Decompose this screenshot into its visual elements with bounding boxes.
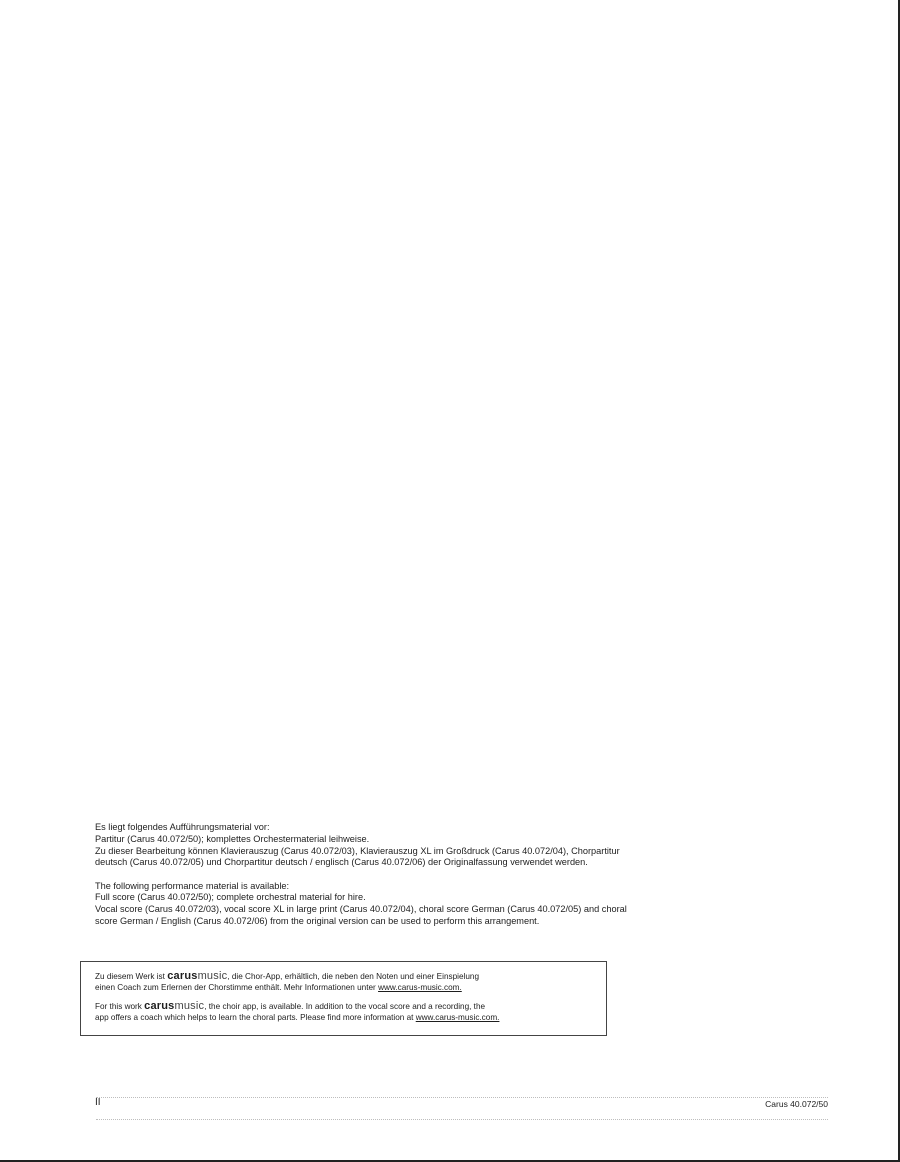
footer-rule-bottom [96,1119,828,1120]
carus-music-logo [167,970,227,982]
material-de-heading: Es liegt folgendes Aufführungsmaterial vor: [95,822,270,832]
logo-music-text: music [197,970,228,982]
performance-material-notice [95,822,755,928]
material-de-line: deutsch (Carus 40.072/05) und Chorpartitur deutsch / englisch (Carus 40.072/06) der Originalfassung verwendet werden. [95,857,588,868]
logo-carus-text: carus [144,1000,175,1013]
app-en-prefix: For this work [95,1002,145,1012]
paragraph-gap [95,869,755,881]
logo-carus-text: carus [167,970,198,982]
app-de-suffix: , die Chor-App, erhältlich, die neben den Noten und einer Einspielung [227,972,480,981]
carus-music-link-en[interactable]: www.carus-music.com. [415,1012,500,1022]
material-en-heading: The following performance material is available: [95,880,290,891]
app-en-line [95,1013,594,1024]
material-de-line: Partitur (Carus 40.072/50); komplettes Orchestermaterial leihweise. [95,833,370,844]
material-en-line: Vocal score (Carus 40.072/03), vocal score XL in large print (Carus 40.072/04), choral score German (Carus 40.072/05) and choral [95,904,627,915]
app-en-text: app offers a coach which helps to learn the choral parts. Please find more information at [95,1012,416,1022]
app-en-line [95,1001,594,1013]
app-de-text: einen Coach zum Erlernen der Chorstimme enthält. Mehr Informationen unter [95,982,379,992]
carus-music-app-box [80,961,607,1036]
material-en-line: score German / English (Carus 40.072/06) from the original version can be used to perform this arrangement. [95,916,540,927]
material-de-line: Zu dieser Bearbeitung können Klavierauszug (Carus 40.072/03), Klavierauszug XL im Großdruck (Carus 40.072/04), Chorpartitur [95,845,620,856]
carus-music-logo [144,1000,204,1012]
app-en-suffix: , the choir app, is available. In addition to the vocal score and a recording, the [204,1002,486,1012]
logo-music-text: music [174,1000,205,1013]
app-de-line [95,983,594,994]
app-de-line [95,971,594,983]
carus-music-link-de[interactable]: www.carus-music.com. [378,982,462,992]
catalog-number: Carus 40.072/50 [765,1099,828,1109]
footer-rule-top [96,1097,828,1098]
material-en-line: Full score (Carus 40.072/50); complete orchestral material for hire. [95,892,366,903]
page-number: II [95,1097,101,1108]
app-de-prefix: Zu diesem Werk ist [95,972,168,981]
